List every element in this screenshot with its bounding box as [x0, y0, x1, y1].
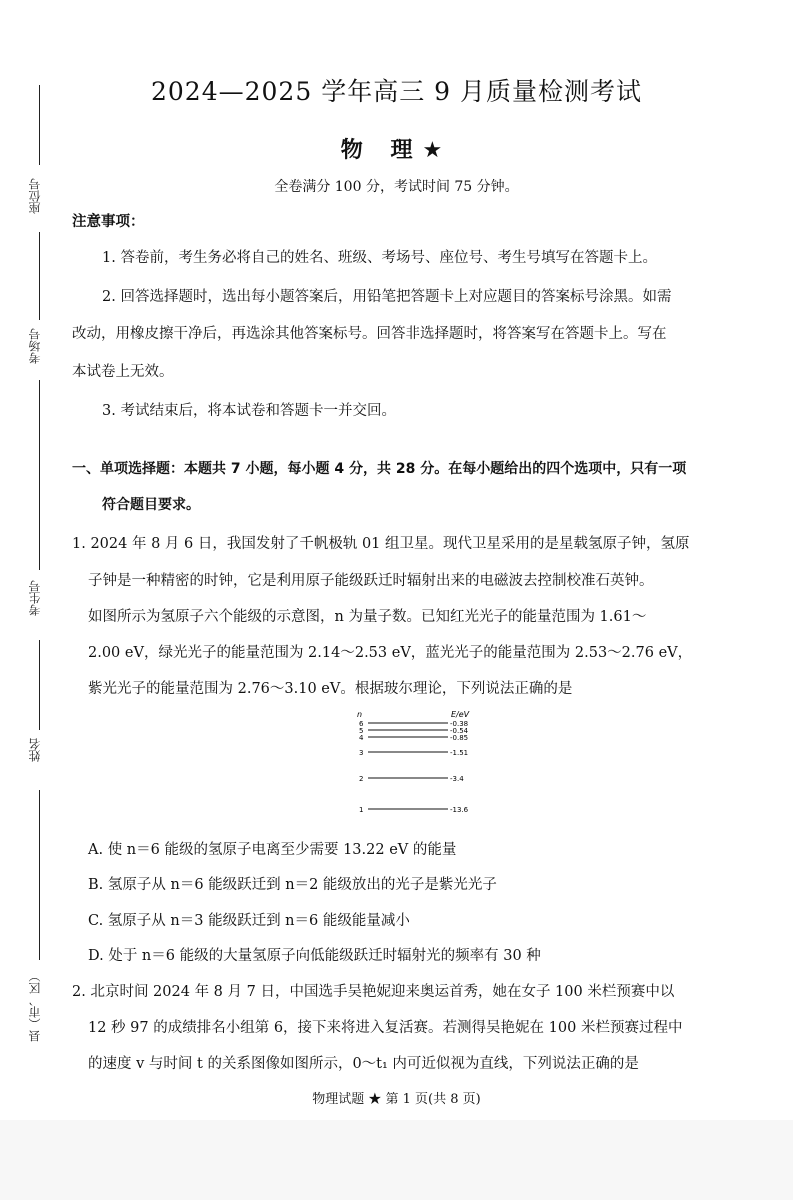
room-label: 考场号	[28, 328, 42, 364]
subject-title: 物 理★	[340, 138, 453, 163]
q1-option-b: B. 氢原子从 n＝6 能级跃迁到 n＝2 能级放出的光子是紫光光子	[88, 877, 497, 893]
page-bottom-gap	[0, 1120, 793, 1200]
note-item-1: 1. 答卷前，考生务必将自己的姓名、班级、考场号、座位号、考生号填写在答题卡上。	[102, 250, 657, 266]
note-item-3: 3. 考试结束后，将本试卷和答题卡一并交回。	[102, 403, 396, 419]
margin-line	[39, 380, 40, 570]
q2-line-3: 的速度 v 与时间 t 的关系图像如图所示，0～t₁ 内可近似视为直线，下列说法正确的是	[88, 1056, 639, 1072]
energy-header: E/eV	[451, 710, 470, 719]
q1-option-d: D. 处于 n＝6 能级的大量氢原子向低能级跃迁时辐射光的频率有 30 种	[88, 948, 541, 964]
section-heading-line-1: 一、单项选择题：本题共 7 小题，每小题 4 分，共 28 分。在每小题给出的四个选项中，只有一项	[72, 461, 687, 477]
q1-line-1: 1. 2024 年 8 月 6 日，我国发射了千帆极轨 01 组卫星。现代卫星采用的是星载氢原子钟，氢原	[72, 536, 690, 552]
energy-value-label: -1.51	[450, 749, 469, 757]
name-label: 姓名	[28, 738, 42, 762]
level-number-label: 5	[359, 727, 364, 735]
energy-value-label: -0.54	[450, 727, 469, 735]
margin-line	[39, 790, 40, 960]
q1-line-4: 2.00 eV，绿光光子的能量范围为 2.14～2.53 eV，蓝光光子的能量范围为 2.53～2.76 eV，	[88, 645, 693, 661]
note-item-2-line-3: 本试卷上无效。	[72, 364, 174, 380]
exam-info: 全卷满分 100 分，考试时间 75 分钟。	[274, 179, 519, 195]
energy-value-label: -3.4	[450, 775, 464, 783]
level-number-label: 4	[359, 734, 364, 742]
section-heading-line-2: 符合题目要求。	[102, 497, 200, 513]
exam-id-label: 考生号	[28, 580, 42, 616]
energy-value-label: -0.38	[450, 720, 469, 728]
exam-title: 2024—2025 学年高三 9 月质量检测考试	[151, 77, 642, 106]
note-item-2-line-1: 2. 回答选择题时，选出每小题答案后，用铅笔把答题卡上对应题目的答案标号涂黑。如需	[102, 289, 672, 305]
q1-line-2: 子钟是一种精密的时钟，它是利用原子能级跃迁时辐射出来的电磁波去控制校准石英钟。	[88, 573, 654, 589]
energy-level-diagram	[355, 706, 495, 820]
page-footer: 物理试题 ★ 第 1 页(共 8 页)	[312, 1092, 481, 1107]
n-header: n	[357, 710, 363, 719]
note-item-2-line-2: 改动，用橡皮擦干净后，再选涂其他答案标号。回答非选择题时，将答案写在答题卡上。写在	[72, 326, 667, 342]
level-number-label: 2	[359, 775, 364, 783]
q2-line-1: 2. 北京时间 2024 年 8 月 7 日，中国选手吴艳妮迎来奥运首秀，她在女子 100 米栏预赛中以	[72, 984, 675, 1000]
binding-margin	[0, 0, 60, 1100]
q1-line-3: 如图所示为氢原子六个能级的示意图，n 为量子数。已知红光光子的能量范围为 1.61～	[88, 609, 647, 625]
level-number-label: 1	[359, 806, 364, 814]
seat-label: 座位号	[28, 178, 42, 214]
energy-value-label: -0.85	[450, 734, 469, 742]
level-number-label: 3	[359, 749, 364, 757]
county-label: 县（市、区）	[28, 970, 42, 1042]
margin-line	[39, 640, 40, 730]
margin-line	[39, 232, 40, 320]
energy-value-label: -13.6	[450, 806, 469, 814]
q2-line-2: 12 秒 97 的成绩排名小组第 6，接下来将进入复活赛。若测得吴艳妮在 100 米栏预赛过程中	[88, 1020, 683, 1036]
notes-heading: 注意事项：	[72, 214, 145, 230]
q1-option-c: C. 氢原子从 n＝3 能级跃迁到 n＝6 能级能量减小	[88, 913, 410, 929]
q1-line-5: 紫光光子的能量范围为 2.76～3.10 eV。根据玻尔理论，下列说法正确的是	[88, 681, 573, 697]
q1-option-a: A. 使 n＝6 能级的氢原子电离至少需要 13.22 eV 的能量	[88, 842, 457, 858]
level-number-label: 6	[359, 720, 364, 728]
